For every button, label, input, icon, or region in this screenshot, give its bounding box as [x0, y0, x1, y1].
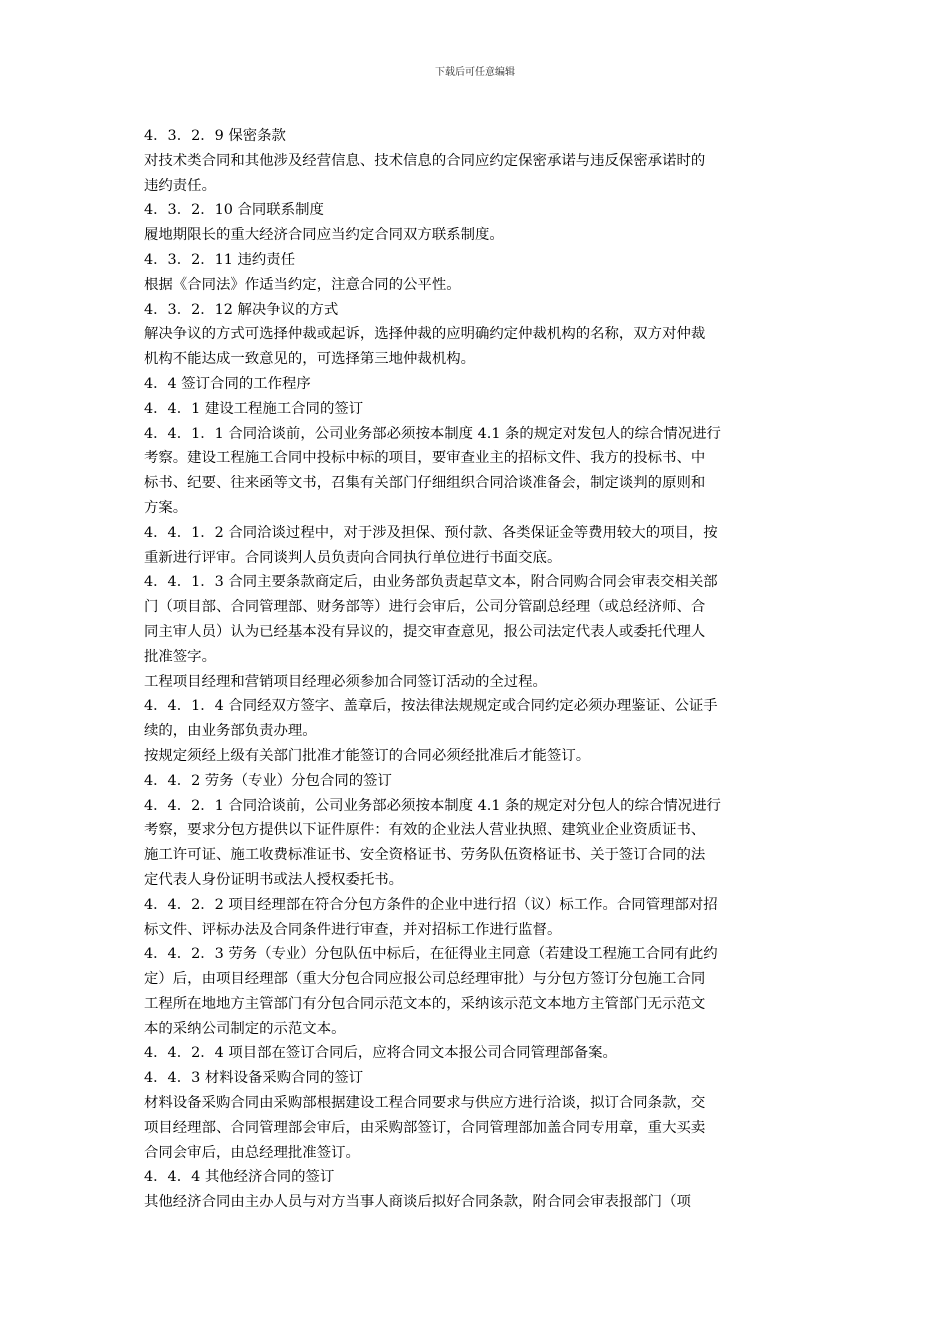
text-line: 4．3．2．11 违约责任	[144, 251, 296, 268]
text-line: 标书、纪要、往来函等文书，召集有关部门仔细组织合同洽谈准备会，制定谈判的原则和	[144, 475, 706, 492]
text-line: 本的采纳公司制定的示范文本。	[144, 1020, 346, 1037]
text-line: 4．4．2 劳务（专业）分包合同的签订	[144, 772, 392, 789]
text-line: 4．4．1．1 合同洽谈前，公司业务部必须按本制度 4.1 条的规定对发包人的综合情况进行	[144, 425, 721, 442]
text-line: 工程所在地地方主管部门有分包合同示范文本的，采纳该示范文本地方主管部门无示范文	[144, 995, 706, 1012]
text-line: 机构不能达成一致意见的，可选择第三地仲裁机构。	[144, 351, 475, 368]
text-line: 施工许可证、施工收费标准证书、安全资格证书、劳务队伍资格证书、关于签订合同的法	[144, 847, 706, 864]
document-body	[144, 124, 810, 1215]
text-line: 履地期限长的重大经济合同应当约定合同双方联系制度。	[144, 227, 504, 244]
text-line: 4．4．1．2 合同洽谈过程中，对于涉及担保、预付款、各类保证金等费用较大的项目，按	[144, 524, 718, 541]
text-line: 定）后，由项目经理部（重大分包合同应报公司总经理审批）与分包方签订分包施工合同	[144, 971, 706, 988]
text-line: 工程项目经理和营销项目经理必须参加合同签订活动的全过程。	[144, 673, 547, 690]
text-line: 4．4．4 其他经济合同的签订	[144, 1169, 335, 1186]
text-line: 4．4．2．2 项目经理部在符合分包方条件的企业中进行招（议）标工作。合同管理部对招	[144, 896, 718, 913]
text-line: 按规定须经上级有关部门批准才能签订的合同必须经批准后才能签订。	[144, 747, 591, 764]
text-line: 重新进行评审。合同谈判人员负责向合同执行单位进行书面交底。	[144, 549, 562, 566]
text-line: 续的，由业务部负责办理。	[144, 723, 317, 740]
text-line: 批准签字。	[144, 648, 216, 665]
text-line: 材料设备采购合同由采购部根据建设工程合同要求与供应方进行洽谈，拟订合同条款，交	[144, 1095, 706, 1112]
text-line: 4．4．2．3 劳务（专业）分包队伍中标后，在征得业主同意（若建设工程施工合同有此约	[144, 946, 718, 963]
text-line: 4．4．1 建设工程施工合同的签订	[144, 400, 364, 417]
text-line: 解决争议的方式可选择仲裁或起诉，选择仲裁的应明确约定仲裁机构的名称，双方对仲裁	[144, 326, 706, 343]
text-line: 标文件、评标办法及合同条件进行审查，并对招标工作进行监督。	[144, 921, 562, 938]
text-line: 同主审人员）认为已经基本没有异议的，提交审查意见，报公司法定代表人或委托代理人	[144, 623, 706, 640]
text-line: 4．4．3 材料设备采购合同的签订	[144, 1070, 364, 1087]
text-line: 定代表人身份证明书或法人授权委托书。	[144, 871, 404, 888]
text-line: 4．4．2．1 合同洽谈前，公司业务部必须按本制度 4.1 条的规定对分包人的综合情况进行	[144, 797, 721, 814]
text-line: 4．4 签订合同的工作程序	[144, 375, 311, 392]
text-line: 方案。	[144, 499, 188, 516]
text-line: 考察。建设工程施工合同中投标中标的项目，要审查业主的招标文件、我方的投标书、中	[144, 450, 706, 467]
text-line: 4．4．1．3 合同主要条款商定后，由业务部负责起草文本，附合同购合同会审表交相关部	[144, 574, 718, 591]
page-header: 下载后可任意编辑	[435, 67, 515, 78]
text-line: 4．3．2．10 合同联系制度	[144, 202, 324, 219]
text-line: 考察，要求分包方提供以下证件原件：有效的企业法人营业执照、建筑业企业资质证书、	[144, 822, 706, 839]
text-line: 对技术类合同和其他涉及经营信息、技术信息的合同应约定保密承诺与违反保密承诺时的	[144, 152, 706, 169]
text-line: 4．4．2．4 项目部在签订合同后，应将合同文本报公司合同管理部备案。	[144, 1045, 617, 1062]
text-line: 门（项目部、合同管理部、财务部等）进行会审后，公司分管副总经理（或总经济师、合	[144, 599, 706, 616]
text-line: 违约责任。	[144, 177, 216, 194]
text-line: 4．3．2．9 保密条款	[144, 128, 286, 144]
text-line: 4．4．1．4 合同经双方签字、盖章后，按法律法规规定或合同约定必须办理鉴证、公证手	[144, 698, 718, 715]
text-line: 根据《合同法》作适当约定，注意合同的公平性。	[144, 276, 461, 293]
text-line: 其他经济合同由主办人员与对方当事人商谈后拟好合同条款，附合同会审表报部门（项	[144, 1194, 691, 1211]
text-line: 合同会审后，由总经理批准签订。	[144, 1144, 360, 1161]
text-line: 4．3．2．12 解决争议的方式	[144, 301, 339, 318]
text-line: 项目经理部、合同管理部会审后，由采购部签订，合同管理部加盖合同专用章，重大买卖	[144, 1119, 706, 1136]
